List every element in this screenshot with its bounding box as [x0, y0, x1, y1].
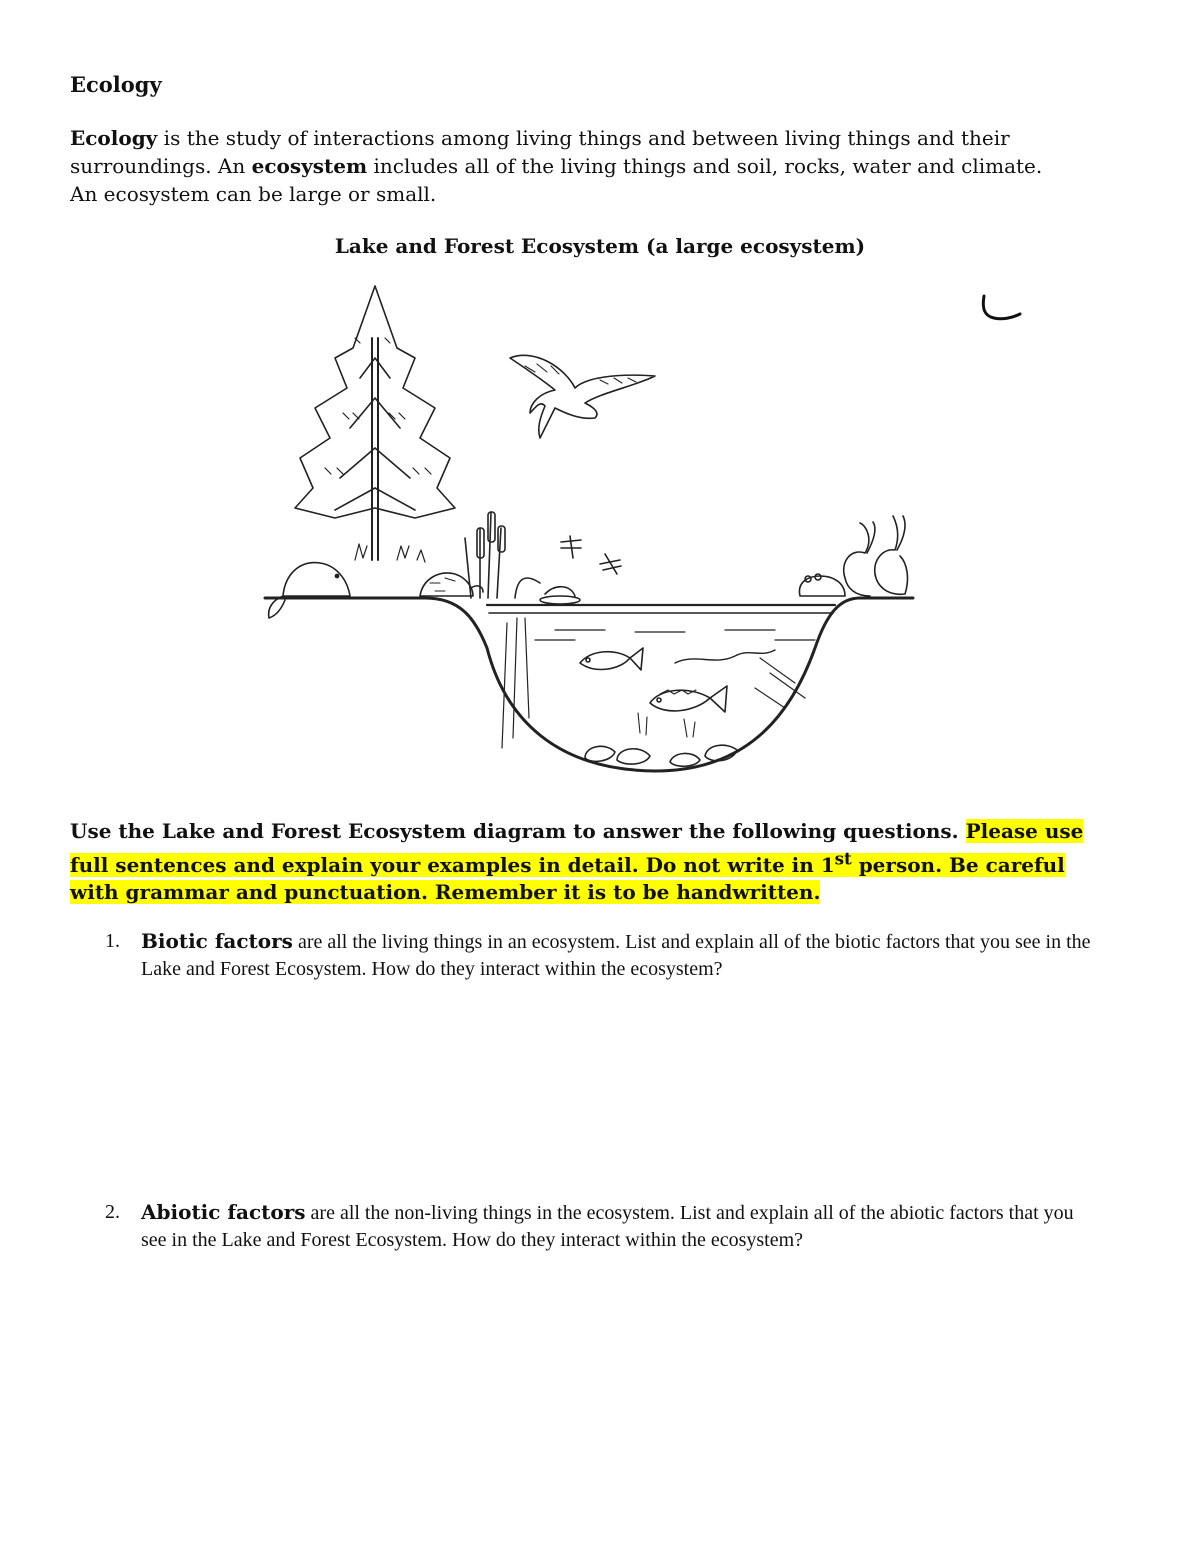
diagram-title: Lake and Forest Ecosystem (a large ecosystem)	[334, 234, 866, 258]
question-text: Biotic factors are all the living things in an ecosystem. List and explain all of the biotic factors that you see in the Lake and Forest Ecosystem. How do they interact within the ecosystem?	[141, 929, 1091, 980]
rock-icon	[585, 713, 737, 766]
beaver-icon	[269, 563, 350, 618]
instructions-plain: Use the Lake and Forest Ecosystem diagram to answer the following questions.	[70, 819, 959, 843]
fish-icon	[580, 648, 775, 712]
pen-mark-icon	[978, 290, 1028, 330]
intro-text-2: includes all of the living things and soil, rocks, water and climate. An ecosystem can be large or small.	[70, 154, 1043, 206]
ground-line	[265, 598, 913, 771]
intro-text-1: is the study of interactions among living things and between living things and their surroundings. An	[70, 126, 1010, 178]
turtle-icon	[420, 573, 483, 596]
superscript-st: st	[834, 848, 852, 868]
question-number: 2.	[105, 1201, 120, 1223]
question-text: Abiotic factors are all the non-living things in the ecosystem. List and explain all of the abiotic factors that you see in the Lake and Forest Ecosystem. How do they interact within the ecosystem?	[141, 1200, 1074, 1251]
question-number: 1.	[105, 930, 120, 952]
ecosystem-diagram	[255, 278, 935, 778]
question-term: Biotic factors	[141, 929, 293, 953]
tree-icon	[295, 286, 455, 562]
rabbit-icon	[844, 516, 908, 596]
question-term: Abiotic factors	[141, 1200, 306, 1224]
intro-paragraph	[70, 124, 1070, 208]
dragonfly-icon	[561, 536, 621, 574]
page-title: Ecology	[70, 72, 162, 97]
term-ecology: Ecology	[70, 126, 158, 150]
frog-icon	[799, 574, 845, 596]
bird-icon	[510, 355, 655, 438]
instructions	[70, 818, 1120, 906]
instructions-highlight: Please use full sentences and explain your examples in detail. Do not write in 1st person. Be careful with grammar and punctuation. Remember it is to be handwritten.	[70, 819, 1084, 904]
term-ecosystem: ecosystem	[251, 154, 368, 178]
